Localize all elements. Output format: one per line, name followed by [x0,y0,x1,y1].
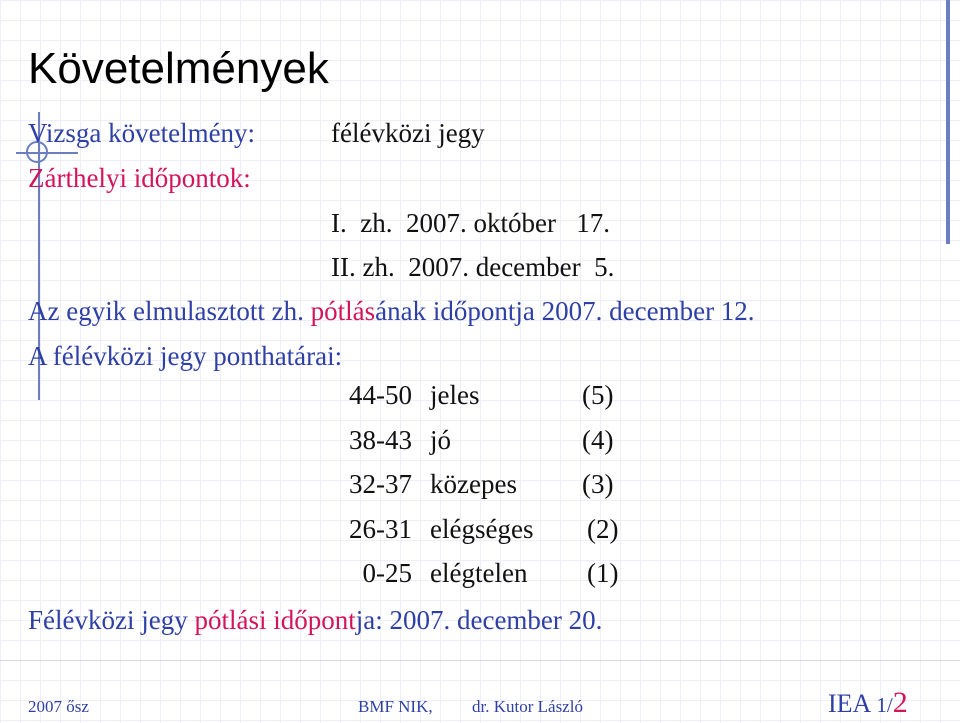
midterm-dates-label: Zárthelyi időpontok: [28,163,251,193]
footer-page-prefix: 1/ [876,693,893,717]
grade-row [320,469,650,514]
grade-range: 32-37 [349,469,412,499]
makeup-grade-line [28,605,602,636]
grade-value: (1) [587,558,619,588]
makeup-grade-part2: pótlási [194,605,267,635]
grade-label: jeles [430,380,480,410]
grade-range: 0-25 [362,558,412,588]
makeup-grade-part4: ja: 2007. december 20. [355,605,603,635]
grade-value: (2) [587,513,619,544]
right-accent-line [946,0,950,244]
grade-label: elégséges [430,513,534,544]
exam-requirement-value: félévközi jegy [331,118,485,148]
footer-page-number: 2 [892,686,908,719]
grade-row [320,425,650,470]
grade-row [320,558,650,603]
makeup-grade-part1: Félévközi jegy [28,605,188,635]
midterm-date-first: I. zh. 2007. október 17. [331,208,610,238]
midterm-date-second: II. zh. 2007. december 5. [331,252,615,282]
footer-page-indicator [828,686,908,720]
footer-semester: 2007 ősz [28,697,89,716]
grade-thresholds-label: A félévközi jegy ponthatárai: [28,341,343,371]
makeup-line-part2: pótlás [310,296,376,326]
grade-label: jó [430,424,452,455]
footer-author: dr. Kutor László [472,697,583,716]
grade-value: (5) [582,380,614,410]
grade-value: (4) [582,424,614,455]
grade-label: közepes [430,469,517,499]
makeup-line-part3: ának időpontja 2007. december 12. [375,296,755,326]
footer-divider [0,660,960,661]
grade-range: 44-50 [349,380,412,410]
grade-label: elégtelen [430,558,528,588]
makeup-grade-part3: időpont [273,605,356,635]
grade-value: (3) [582,469,614,499]
makeup-line [28,296,755,327]
grade-row [320,514,650,559]
footer-institution: BMF NIK, [358,697,433,716]
grade-range: 26-31 [349,513,412,544]
footer-course: IEA [828,689,870,718]
grade-thresholds-table [320,380,650,603]
exam-requirement-label: Vizsga követelmény: [28,118,256,148]
slide-title: Követelmények [28,44,329,93]
grade-range: 38-43 [349,424,412,455]
grade-row [320,380,650,425]
makeup-line-part1: Az egyik elmulasztott zh. [28,296,304,326]
